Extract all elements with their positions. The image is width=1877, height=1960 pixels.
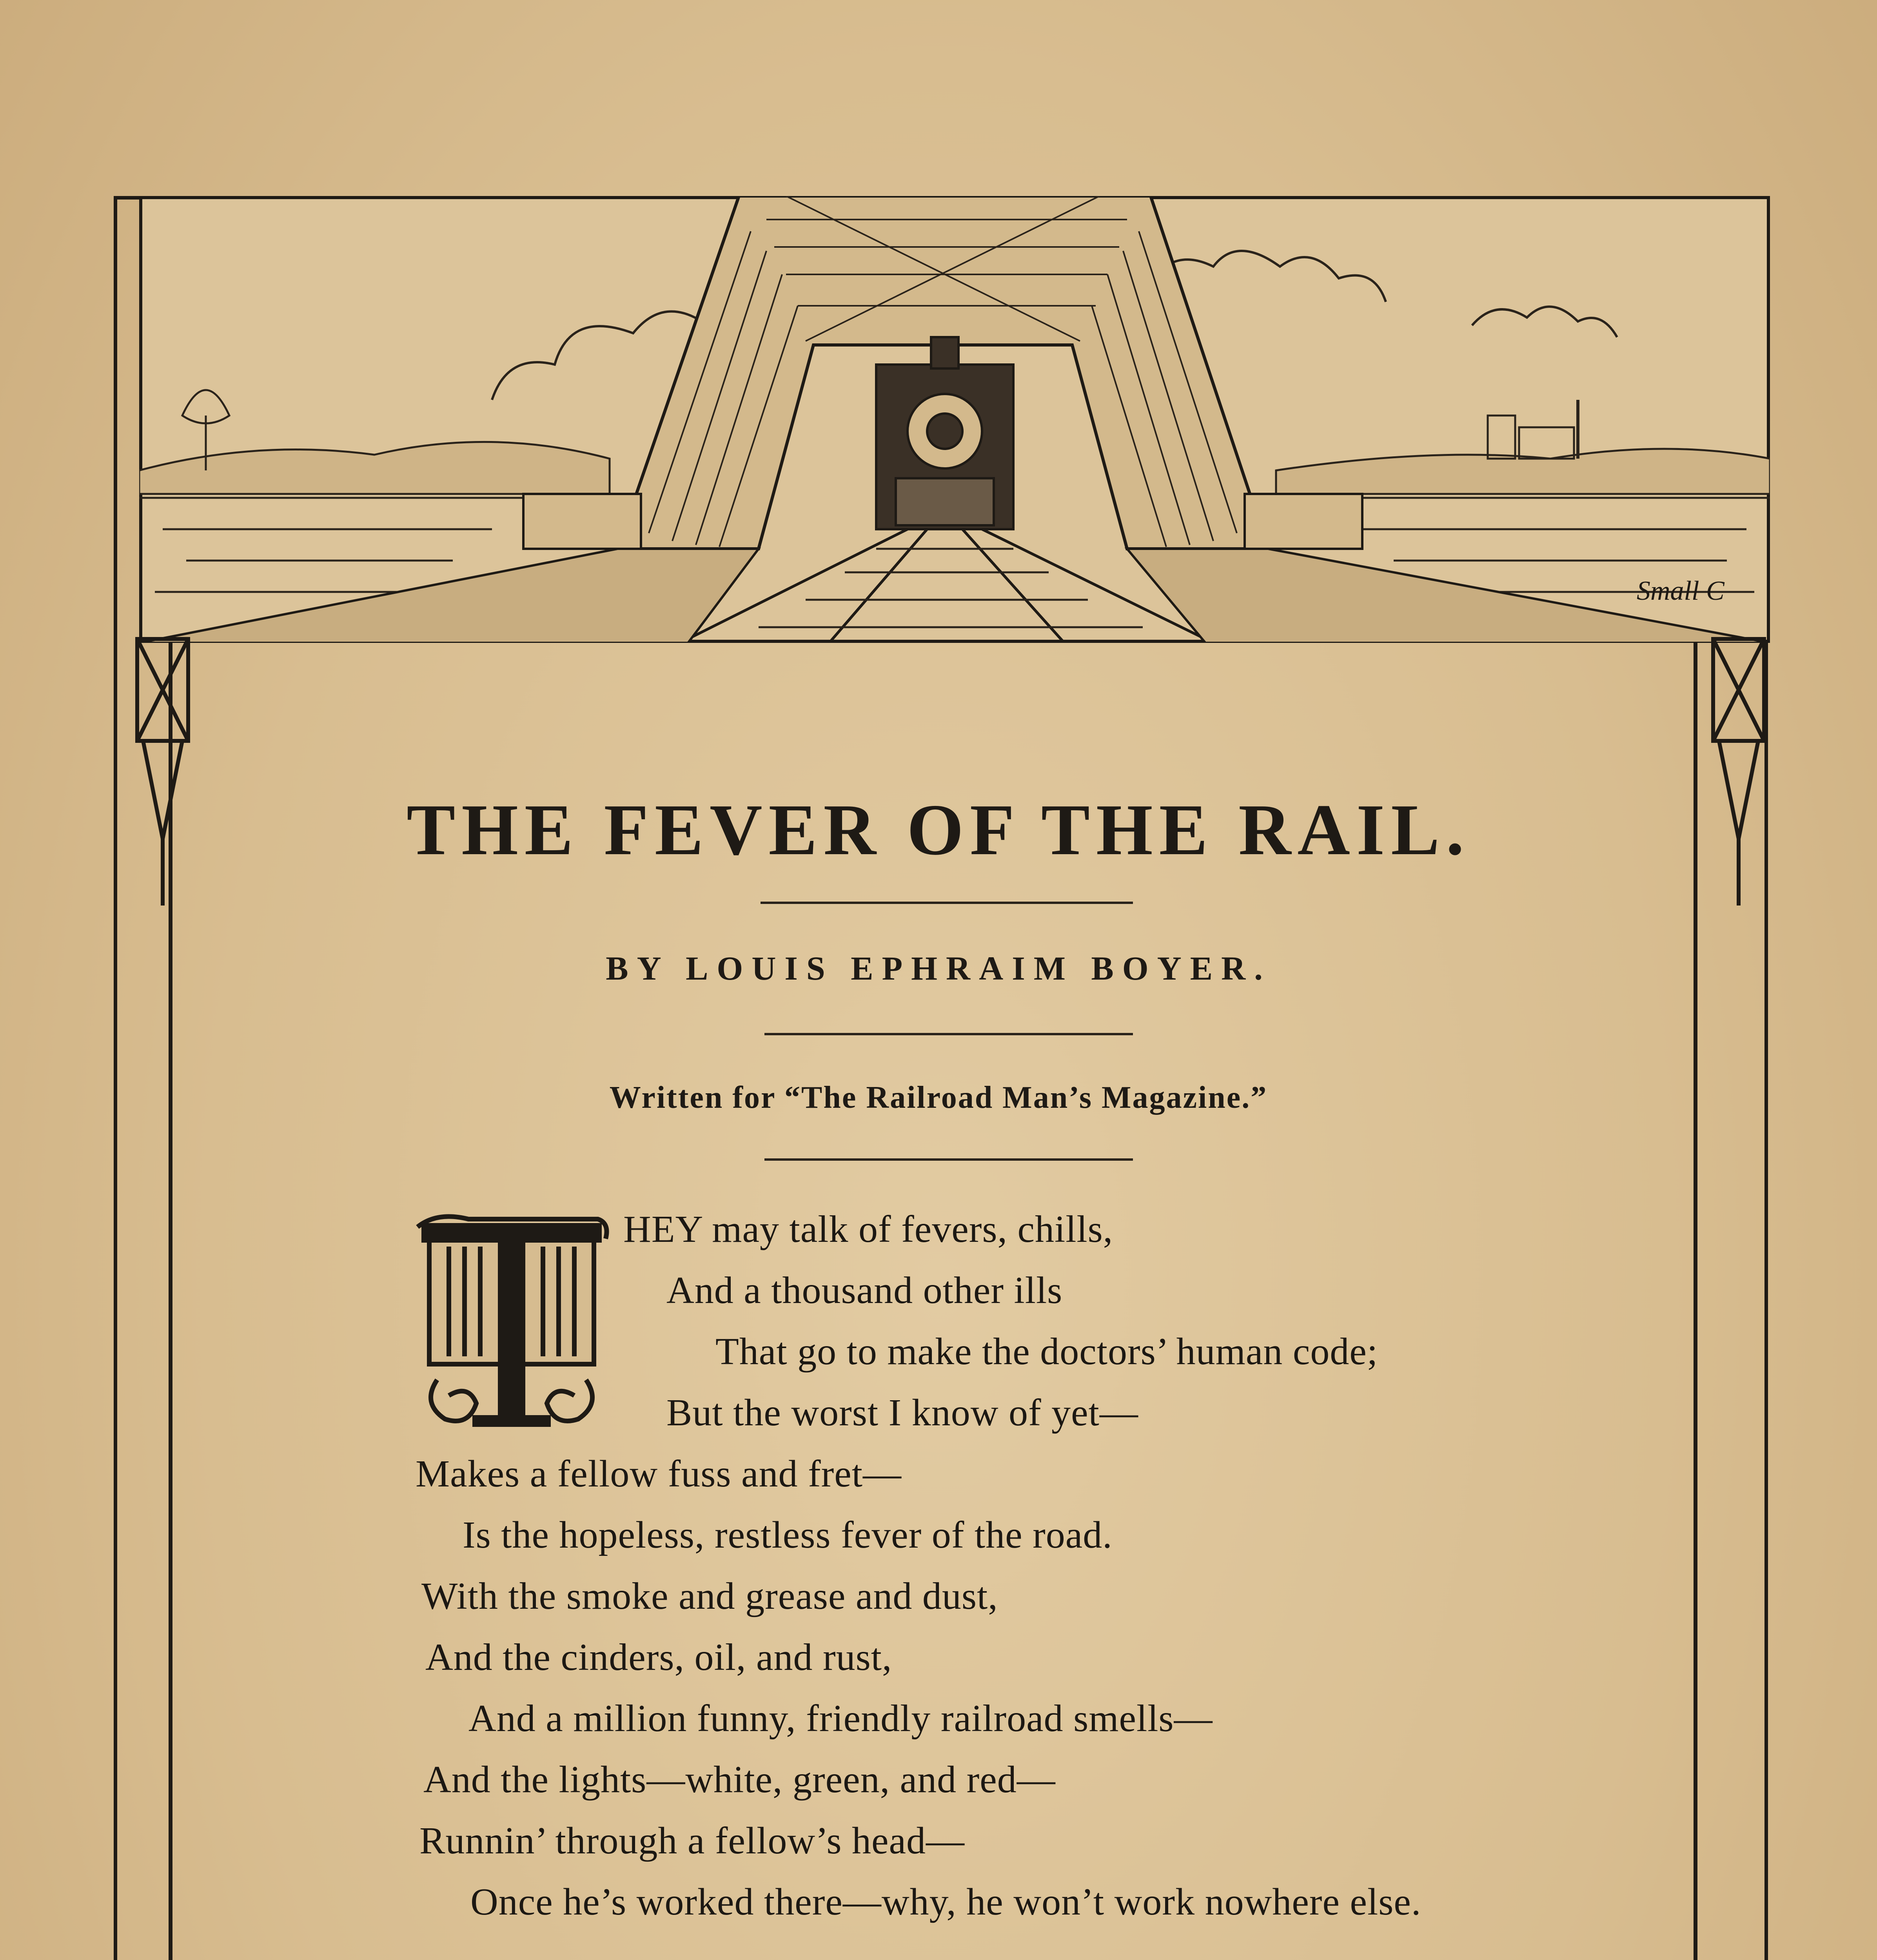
- drop-cap-t-icon: [414, 1211, 610, 1431]
- author-byline: BY LOUIS EPHRAIM BOYER.: [606, 949, 1271, 987]
- divider-rule: [761, 902, 1133, 904]
- poem-line: Once he’s worked there—why, he won’t work nowhere else.: [470, 1881, 1421, 1923]
- poem-line: And a million funny, friendly railroad smells—: [468, 1697, 1213, 1740]
- railroad-bridge-illustration: [139, 196, 1770, 643]
- poem-line: Makes a fellow fuss and fret—: [416, 1453, 902, 1495]
- poem-line: But the worst I know of yet—: [666, 1392, 1138, 1434]
- poem-title: THE FEVER OF THE RAIL.: [407, 789, 1470, 870]
- poem-line: With the smoke and grease and dust,: [421, 1575, 998, 1617]
- divider-rule: [764, 1033, 1133, 1035]
- poem-line: And the lights—white, green, and red—: [423, 1759, 1056, 1801]
- poem-line: HEY may talk of fevers, chills,: [623, 1208, 1113, 1250]
- poem-line: That go to make the doctors’ human code;: [715, 1330, 1378, 1373]
- poem-line: Is the hopeless, restless fever of the road.: [463, 1514, 1113, 1556]
- illustrator-signature: Small C: [1637, 576, 1725, 606]
- poem-line: Runnin’ through a fellow’s head—: [419, 1820, 965, 1862]
- poem-line: And a thousand other ills: [666, 1269, 1063, 1312]
- poem-line: And the cinders, oil, and rust,: [425, 1636, 892, 1679]
- written-for-note: Written for “The Railroad Man’s Magazine.”: [609, 1080, 1268, 1115]
- drop-cap: [414, 1211, 610, 1431]
- divider-rule: [764, 1158, 1133, 1161]
